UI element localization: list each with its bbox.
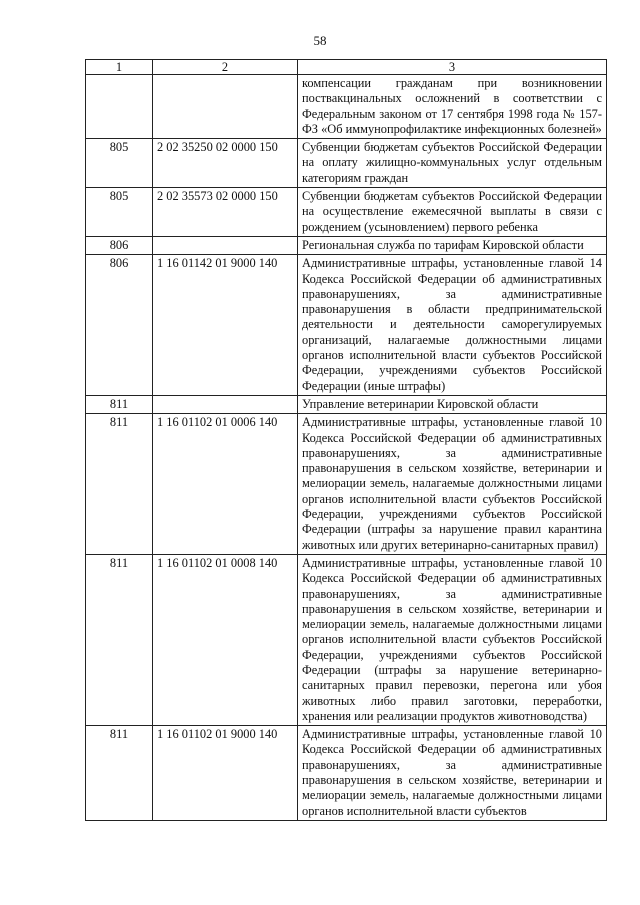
revenue-code-cell: 2 02 35573 02 0000 150 <box>153 188 298 237</box>
revenue-code-cell: 1 16 01102 01 0006 140 <box>153 414 298 555</box>
description-cell: Субвенции бюджетам субъектов Российской Федерации на оплату жилищно-коммунальных услуг отдельным категориям граждан <box>298 139 607 188</box>
admin-code-cell: 811 <box>86 554 153 725</box>
description-cell: Административные штрафы, установленные главой 10 Кодекса Российской Федерации об административных правонарушениях, за административные правонарушения в сельском хозяйстве, ветеринарии и мелиорации земель, налагаемые должностными лицами органов исполнительной власти субъектов <box>298 726 607 821</box>
description-cell: Управление ветеринарии Кировской области <box>298 395 607 413</box>
admin-code-cell: 811 <box>86 726 153 821</box>
description-cell: Субвенции бюджетам субъектов Российской Федерации на осуществление ежемесячной выплаты в связи с рождением (усыновлением) первого ребенка <box>298 188 607 237</box>
revenue-code-cell <box>153 236 298 254</box>
column-header: 1 <box>86 60 153 75</box>
table-row <box>86 255 607 396</box>
budget-codes-table <box>85 59 607 821</box>
revenue-code-cell: 1 16 01102 01 0008 140 <box>153 554 298 725</box>
admin-code-cell: 811 <box>86 395 153 413</box>
column-header: 2 <box>153 60 298 75</box>
revenue-code-cell: 1 16 01102 01 9000 140 <box>153 726 298 821</box>
revenue-code-cell: 2 02 35250 02 0000 150 <box>153 139 298 188</box>
description-cell: Административные штрафы, установленные главой 10 Кодекса Российской Федерации об административных правонарушениях, за административные правонарушения в сельском хозяйстве, ветеринарии и мелиорации земель, налагаемые должностными лицами органов исполнительной власти субъектов Российской Федерации, учреждениями субъектов Российской Федерации (штрафы за нарушение ветеринарно-санитарных правил перевозки, перегона или убоя животных либо правил заготовки, переработки, хранения или реализации продуктов животноводства) <box>298 554 607 725</box>
table-row <box>86 75 607 139</box>
description-cell: Региональная служба по тарифам Кировской области <box>298 236 607 254</box>
admin-code-cell: 806 <box>86 236 153 254</box>
revenue-code-cell <box>153 395 298 413</box>
description-cell: Административные штрафы, установленные главой 10 Кодекса Российской Федерации об административных правонарушениях, за административные правонарушения в сельском хозяйстве, ветеринарии и мелиорации земель, налагаемые должностными лицами органов исполнительной власти субъектов Российской Федерации, учреждениями субъектов Российской Федерации (штрафы за нарушение правил карантина животных или других ветеринарно-санитарных правил) <box>298 414 607 555</box>
admin-code-cell <box>86 75 153 139</box>
table-row <box>86 726 607 821</box>
table-row <box>86 236 607 254</box>
admin-code-cell: 805 <box>86 188 153 237</box>
table-row <box>86 554 607 725</box>
description-cell: Административные штрафы, установленные главой 14 Кодекса Российской Федерации об административных правонарушениях, за административные правонарушения в области предпринимательской деятельности и деятельности саморегулируемых организаций, налагаемые должностными лицами органов исполнительной власти субъектов Российской Федерации, учреждениями субъектов Российской Федерации (иные штрафы) <box>298 255 607 396</box>
revenue-code-cell <box>153 75 298 139</box>
table-row <box>86 188 607 237</box>
table-row <box>86 414 607 555</box>
description-cell: компенсации гражданам при возникновении поствакцинальных осложнений в соответствии с Федеральным законом от 17 сентября 1998 года № 157-ФЗ «Об иммунопрофилактике инфекционных болезней» <box>298 75 607 139</box>
page-number: 58 <box>313 33 327 48</box>
admin-code-cell: 806 <box>86 255 153 396</box>
table-row <box>86 395 607 413</box>
admin-code-cell: 811 <box>86 414 153 555</box>
table-row <box>86 139 607 188</box>
column-header: 3 <box>298 60 607 75</box>
admin-code-cell: 805 <box>86 139 153 188</box>
table-header-row <box>86 60 607 75</box>
revenue-code-cell: 1 16 01142 01 9000 140 <box>153 255 298 396</box>
